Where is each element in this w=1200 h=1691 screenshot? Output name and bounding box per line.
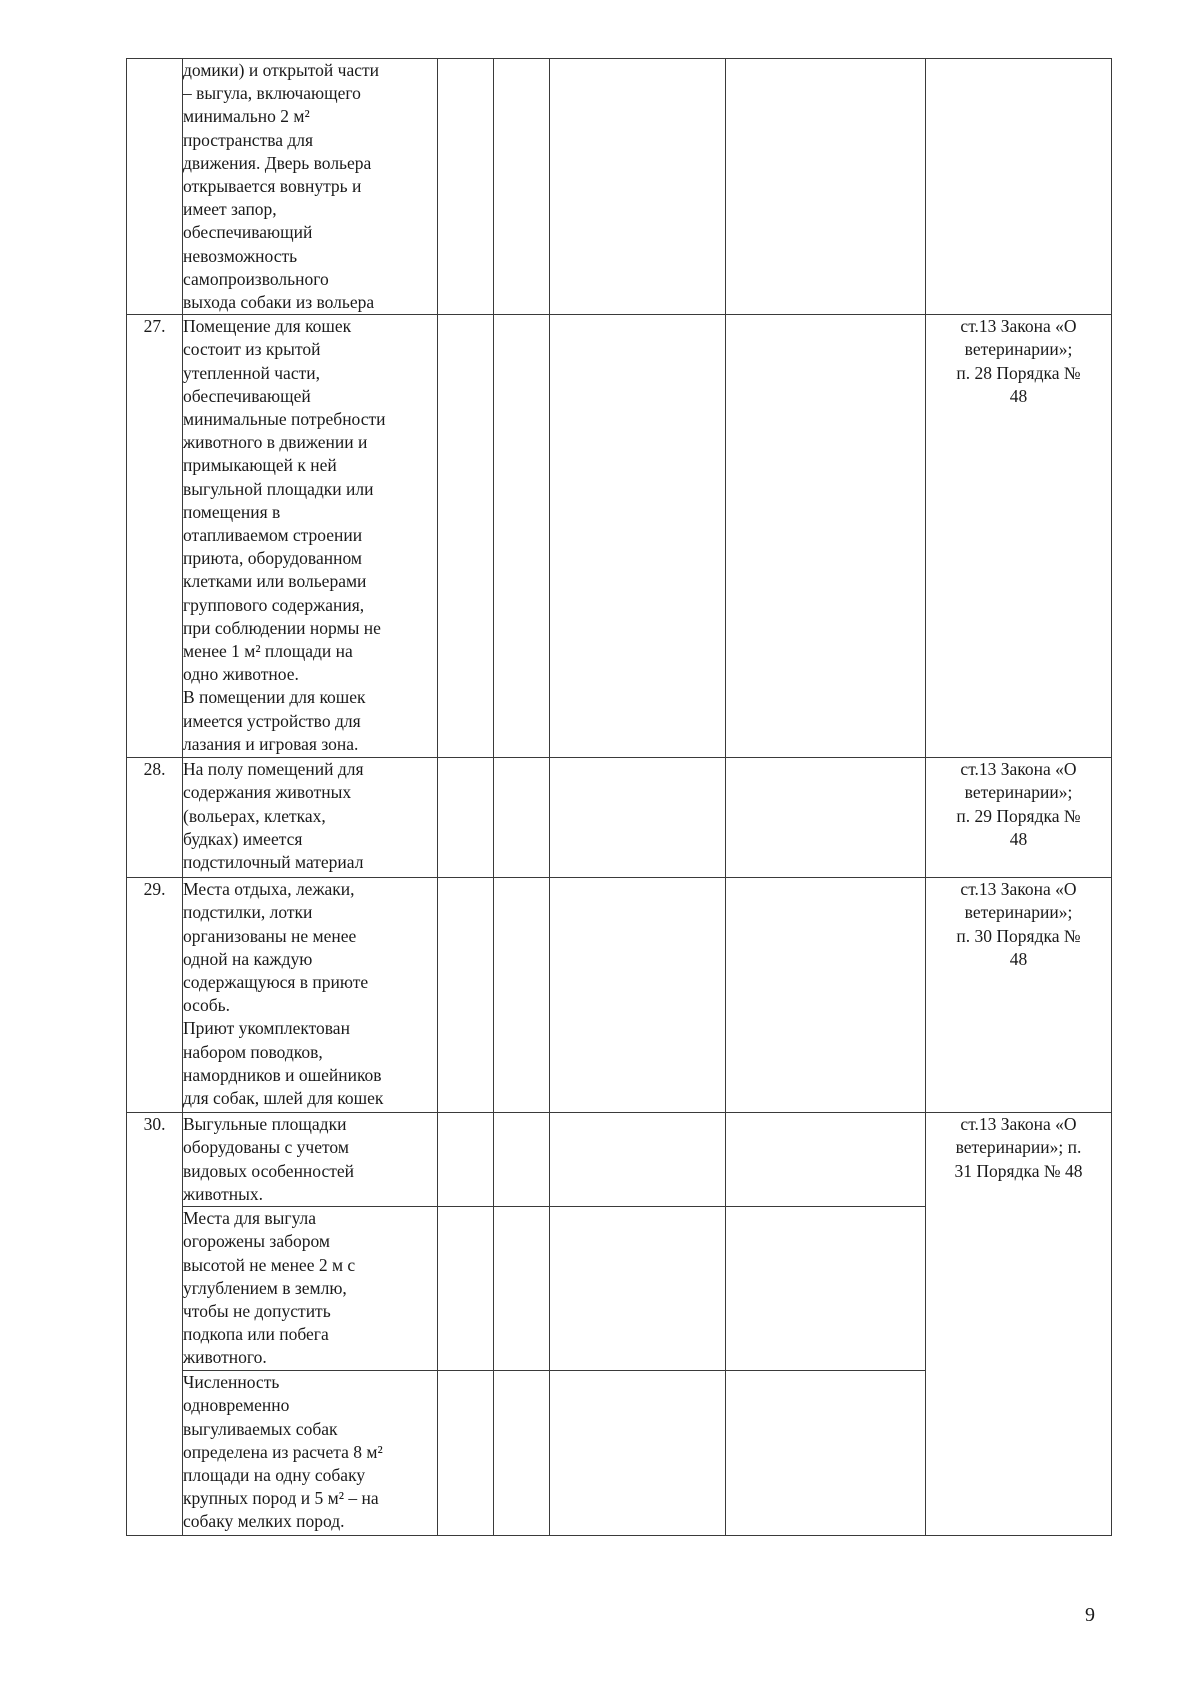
table-row (127, 59, 1112, 315)
answer-cell (726, 878, 926, 1113)
requirement-text: Места отдыха, лежаки, подстилки, лотки организованы не менее одной на каждую содержащуюся в приюте особь. Приют укомплектован набором поводков, намордников и ошейников для собак, шлей для кошек (183, 878, 438, 1113)
table-row (127, 758, 1112, 878)
answer-cell (726, 758, 926, 878)
answer-cell (550, 315, 726, 758)
answer-cell (550, 59, 726, 315)
legal-reference: ст.13 Закона «О ветеринарии»; п. 29 Порядка № 48 (926, 758, 1112, 878)
legal-reference: ст.13 Закона «О ветеринарии»; п. 31 Порядка № 48 (926, 1113, 1112, 1536)
answer-cell (726, 1207, 926, 1371)
requirement-text: Выгульные площадки оборудованы с учетом видовых особенностей животных. (183, 1113, 438, 1207)
requirement-text: На полу помещений для содержания животных (вольерах, клетках, будках) имеется подстилочный материал (183, 758, 438, 878)
row-number: 27. (127, 315, 183, 758)
row-number: 28. (127, 758, 183, 878)
answer-cell (438, 1371, 494, 1536)
answer-cell (438, 59, 494, 315)
requirement-text: Помещение для кошек состоит из крытой утепленной части, обеспечивающей минимальные потребности животного в движении и примыкающей к ней выгульной площадки или помещения в отапливаемом строении приюта, оборудованном клетками или вольерами группового содержания, при соблюдении нормы не менее 1 м² площади на одно животное. В помещении для кошек имеется устройство для лазания и игровая зона. (183, 315, 438, 758)
legal-reference: ст.13 Закона «О ветеринарии»; п. 28 Порядка № 48 (926, 315, 1112, 758)
answer-cell (726, 315, 926, 758)
answer-cell (550, 758, 726, 878)
table-row (127, 1113, 1112, 1207)
answer-cell (550, 1113, 726, 1207)
answer-cell (494, 1371, 550, 1536)
checklist-table (126, 58, 1112, 1536)
answer-cell (494, 315, 550, 758)
answer-cell (494, 758, 550, 878)
page-number: 9 (1085, 1604, 1095, 1626)
answer-cell (438, 1113, 494, 1207)
answer-cell (438, 1207, 494, 1371)
answer-cell (726, 1371, 926, 1536)
legal-reference: ст.13 Закона «О ветеринарии»; п. 30 Порядка № 48 (926, 878, 1112, 1113)
answer-cell (494, 59, 550, 315)
row-number: 30. (127, 1113, 183, 1536)
answer-cell (438, 315, 494, 758)
legal-reference (926, 59, 1112, 315)
answer-cell (726, 59, 926, 315)
answer-cell (494, 1113, 550, 1207)
answer-cell (550, 1371, 726, 1536)
answer-cell (438, 758, 494, 878)
row-number: 29. (127, 878, 183, 1113)
answer-cell (726, 1113, 926, 1207)
requirement-text: домики) и открытой части – выгула, включающего минимально 2 м² пространства для движения. Дверь вольера открывается вовнутрь и имеет запор, обеспечивающий невозможность самопроизвольного выхода собаки из вольера (183, 59, 438, 315)
requirement-text: Места для выгула огорожены забором высотой не менее 2 м с углублением в землю, чтобы не допустить подкопа или побега животного. (183, 1207, 438, 1371)
requirement-text: Численность одновременно выгуливаемых собак определена из расчета 8 м² площади на одну собаку крупных пород и 5 м² – на собаку мелких пород. (183, 1371, 438, 1536)
answer-cell (494, 1207, 550, 1371)
row-number (127, 59, 183, 315)
answer-cell (550, 1207, 726, 1371)
answer-cell (494, 878, 550, 1113)
table-row (127, 878, 1112, 1113)
answer-cell (438, 878, 494, 1113)
answer-cell (550, 878, 726, 1113)
table-row (127, 315, 1112, 758)
